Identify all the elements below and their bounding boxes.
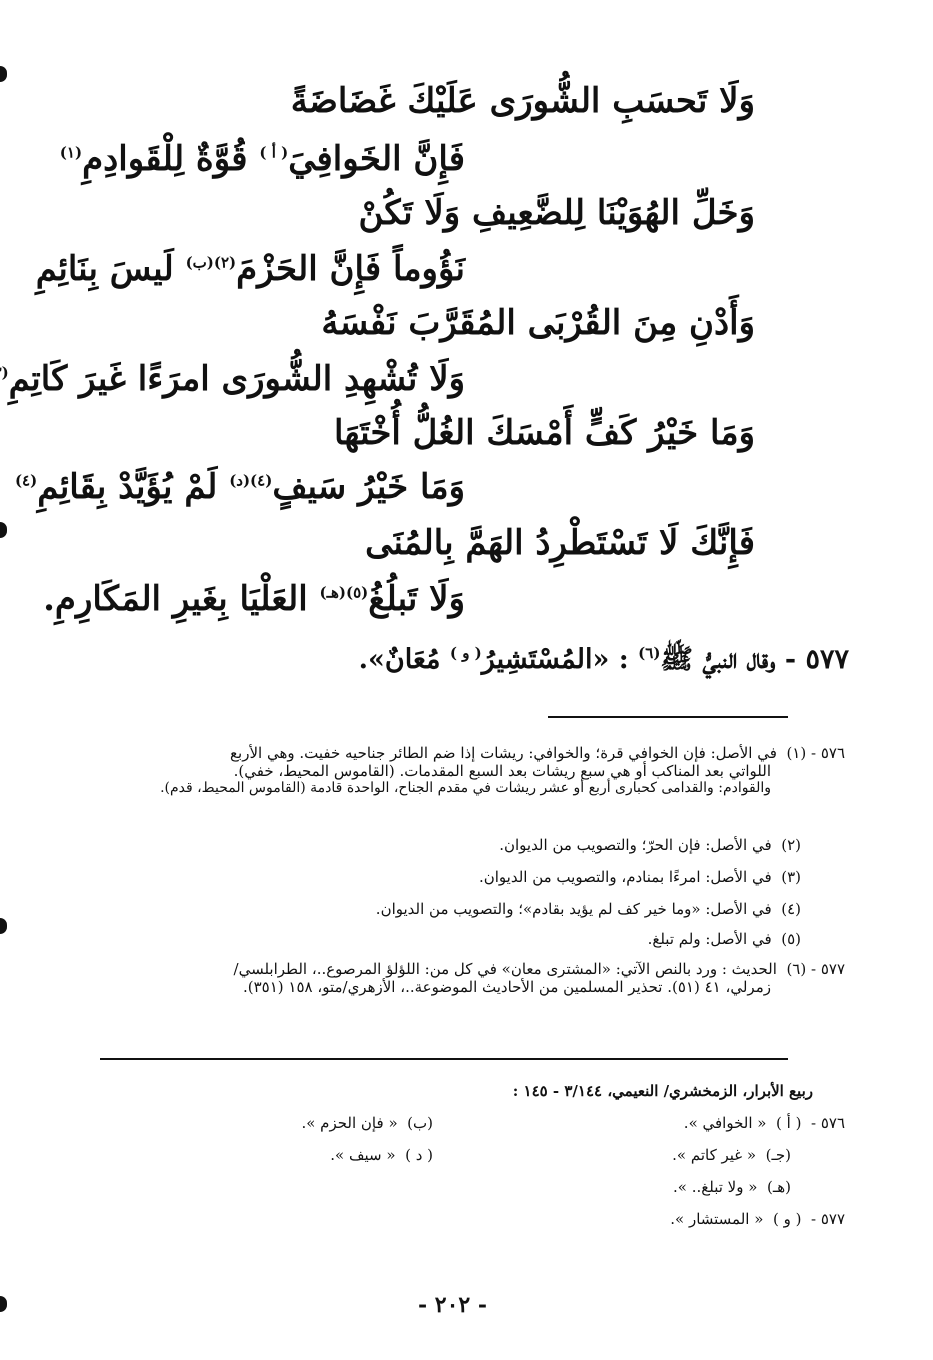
verse-line-2 [59,139,465,179]
footnote-text: في الأصل: «وما خير كف لم يؤيد بقادم»؛ والتصويب من الديوان. [375,900,772,918]
variant-row [330,1146,433,1164]
variant-row [670,1210,845,1228]
variant-row [673,1178,791,1196]
hadith-text: وقال النبيُّ ﷺ [660,644,776,675]
footnote-3 [479,868,845,886]
variant-label: ( و ) [772,1210,802,1228]
verse-text: نَؤُوماً فَإِنَّ الحَزْمَ [236,249,465,289]
verse-line-9 [365,523,755,563]
footnote-number: (٢) [781,836,801,854]
verse-text: وَلَا تَحسَبِ الشُّورَى عَلَيْكَ غَضَاضَةً [290,81,755,121]
footnote-text: في الأصل: امرءًا بمنادم، والتصويب من الديوان. [478,868,772,886]
footnote-number: (٥) [781,930,801,948]
verse-text: وَلَا تُشْهِدِ الشُّورَى امرَءًا غَيرَ كَاتِمِ [8,359,465,399]
margin-mark [0,522,7,538]
footnote-ref: ( [1,363,9,382]
page-number: - ٢٠٢ - [418,1292,488,1318]
footnote-ref: (١) [59,143,83,162]
verse-line-7 [334,413,755,453]
footnote-5 [648,930,845,948]
entry-number: ٥٧٧ - [810,1210,845,1228]
verse-text: لَيسَ بِنَائِمِ [35,249,174,289]
hadith-text: مُعَانٌ». [358,644,441,675]
margin-mark [0,66,7,82]
verse-text: قُوَّةٌ لِلْقَوادِمِ [82,139,248,179]
verse-text: العَلْيَا بِغَيرِ المَكَارِمِ. [43,579,308,619]
variant-text: « سيف ». [330,1146,396,1164]
variant-label: (جـ) [765,1146,791,1164]
footnote-ref: ( أ ) [259,143,289,162]
verse-text: فَإِنَّ الخَوافِيَ [288,139,465,179]
footnote-ref: (٢)(ب) [185,253,237,272]
entry-number: ٥٧٦ - [810,1114,845,1132]
verse-line-3 [358,193,755,233]
footnote-text: اللواتي بعد المناكب أو هي سبع ريشات بعد السبع المقدمات. (القاموس المحيط، خفي). [233,762,771,780]
footnote-ref: (٦) [638,644,661,662]
footnote-576-1 [105,744,845,797]
variant-row [684,1114,845,1132]
footnote-text: في الأصل: ولم تبلغ. [647,930,772,948]
footnote-divider [548,716,788,718]
footnote-number: (٤) [781,900,801,918]
footnote-number: (٣) [781,868,801,886]
footnote-text: في الأصل: فإن الخوافي قرة؛ والخوافي: ريشات إذا ضم الطائر جناحيه خفيت. وهي الأربع [230,744,777,762]
verse-text: وَأَدْنِ مِنَ القُرْبَى المُقَرَّبَ نَفْسَهُ [321,303,755,343]
variant-text: « ولا تبلغ.. ». [673,1178,758,1196]
verse-text: فَإِنَّكَ لَا تَسْتَطْرِدُ الهَمَّ بِالمُنَى [365,523,755,563]
variant-label: (ب) [407,1114,433,1132]
footnote-text: زمرلي، ٤١ (٥١). تحذير المسلمين من الأحاديث الموضوعة..، الأزهري/متو، ١٥٨ (٣٥١). [243,978,771,996]
footnote-ref: (٤)(د) [229,471,273,490]
footnote-number: ٥٧٦ - (١) [786,744,845,762]
verse-line-4 [35,249,465,289]
variant-text: « المستشار ». [670,1210,764,1228]
footnote-ref: (٥)(هـ) [319,583,369,602]
verse-text: وَمَا خَيْرُ سَيفٍ [272,467,465,507]
verse-line-1 [290,81,755,121]
variants-header [513,1082,813,1100]
footnote-text: الحديث : ورد بالنص الآتي: «المشترى معان» في كل من: اللؤلؤ المرصوع..، الطرابلسي/ [233,960,777,978]
variant-label: ( د ) [405,1146,433,1164]
verse-line-8 [14,467,465,507]
variant-text: « غير كاتم ». [672,1146,757,1164]
variants-source: ربيع الأبرار، الزمخشري/ النعيمي، ٣/١٤٤ - ١٤٥ : [512,1082,813,1100]
hadith-577 [359,642,849,682]
variant-row [301,1114,433,1132]
verse-text: وَلَا تَبلُغُ [368,579,465,619]
hadith-text: : «المُسْتَشِيرُ [481,644,629,675]
variants-divider [100,1058,788,1060]
verse-text: وَمَا خَيْرُ كَفٍّ أَمْسَكَ الغُلُّ أُخْتَهَا [334,413,755,453]
variant-label: ( أ ) [776,1114,802,1132]
footnote-577-6 [234,960,845,996]
footnote-ref: ( و ) [449,644,482,662]
footnote-ref: (٤) [14,471,38,490]
footnote-4 [376,900,845,918]
margin-mark [0,1296,7,1312]
footnote-text: في الأصل: فإن الحرّ؛ والتصويب من الديوان. [499,836,772,854]
footnote-text: والقوادم: والقدامى كحبارى أربع أو عشر ريشات في مقدم الجناح، الواحدة قادمة (القاموس المحيط، قدم). [160,780,771,796]
variant-row [672,1146,791,1164]
verse-line-5 [321,303,755,343]
entry-number: ٥٧٧ - [784,644,849,675]
verse-line-6 [0,359,465,399]
variant-text: « فإن الحزم ». [301,1114,398,1132]
verse-text: لَمْ يُؤَيَّدْ بِقَائِمِ [37,467,218,507]
footnote-2 [499,836,845,854]
verse-text: وَخَلِّ الهُوَيْنَا لِلضَّعِيفِ وَلَا تَكُنْ [358,193,755,233]
margin-mark [0,918,7,934]
variant-label: (هـ) [766,1178,791,1196]
footnote-number: ٥٧٧ - (٦) [786,960,845,978]
variant-text: « الخوافي ». [683,1114,767,1132]
verse-line-10 [43,579,465,619]
